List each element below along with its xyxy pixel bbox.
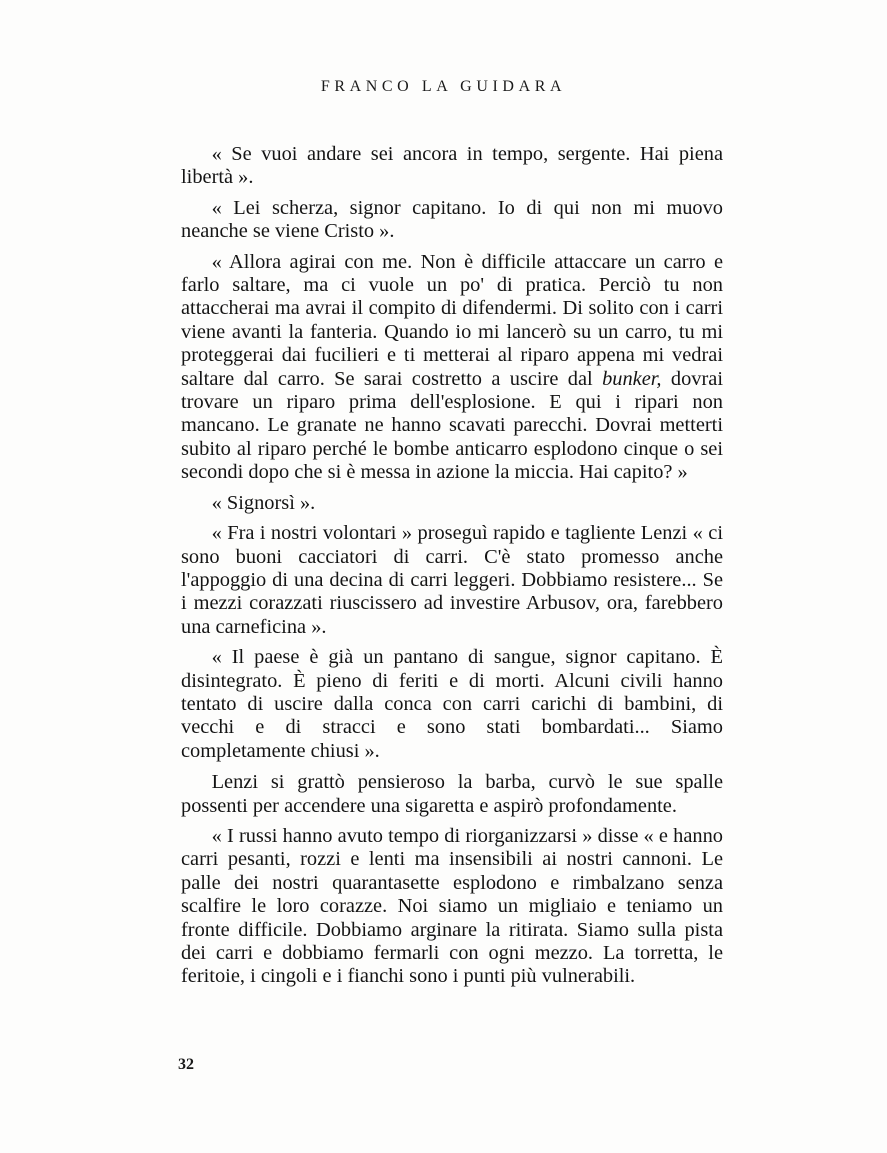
italic-word: bunker, — [602, 367, 662, 390]
page-number: 32 — [178, 1056, 194, 1073]
body-text — [181, 143, 723, 996]
paragraph: « Se vuoi andare sei ancora in tempo, sergente. Hai piena libertà ». — [181, 143, 723, 189]
paragraph: « I russi hanno avuto tempo di riorganizzarsi » disse « e hanno carri pesanti, rozzi e lenti ma insensibili ai nostri cannoni. Le palle dei nostri quarantasette esplodono e rimbalzano senza scalfire le loro corazze. Noi siamo un migliaio e teniamo un fronte difficile. Dobbiamo arginare la ritirata. Siamo sulla pista dei carri e dobbiamo fermarli con ogni mezzo. La torretta, le feritoie, i cingoli e i fianchi sono i punti più vulnerabili. — [181, 824, 723, 988]
running-header: FRANCO LA GUIDARA — [320, 78, 567, 95]
paragraph-text: « Allora agirai con me. Non è difficile attaccare un carro e farlo saltare, ma ci vuole un po' di pratica. Perciò tu non attaccherai ma avrai il compito di difendermi. Di solito con i carri viene avanti la fanteria. Quando io mi lancerò su un carro, tu mi proteggerai dai fucilieri e ti metterai al riparo appena mi vedrai saltare dal carro. Se sarai costretto a uscire dal — [181, 250, 723, 390]
paragraph-text: dovrai trovare un riparo prima dell'esplosione. E qui i ripari non mancano. Le granate ne hanno scavati parecchi. Dovrai metterti subito al riparo perché le bombe anticarro esplodono cinque o sei secondi dopo che si è messa in azione la miccia. Hai capito? » — [181, 367, 723, 484]
paragraph: « Fra i nostri volontari » proseguì rapido e tagliente Lenzi « ci sono buoni cacciatori di carri. C'è stato promesso anche l'appoggio di una decina di carri leggeri. Dobbiamo resistere... Se i mezzi corazzati riuscissero ad investire Arbusov, ora, farebbero una carneficina ». — [181, 522, 723, 638]
paragraph: Lenzi si grattò pensieroso la barba, curvò le sue spalle possenti per accendere una sigaretta e aspirò profondamente. — [181, 771, 723, 817]
paragraph: « Signorsì ». — [211, 491, 316, 514]
paragraph — [181, 251, 723, 485]
paragraph: « Il paese è già un pantano di sangue, signor capitano. È disintegrato. È pieno di feriti e di morti. Alcuni civili hanno tentato di uscire dalla conca con carri carichi di bambini, di vecchi e di stracci e sono stati bombardati... Siamo completamente chiusi ». — [181, 646, 723, 762]
paragraph: « Lei scherza, signor capitano. Io di qui non mi muovo neanche se viene Cristo ». — [181, 196, 723, 243]
